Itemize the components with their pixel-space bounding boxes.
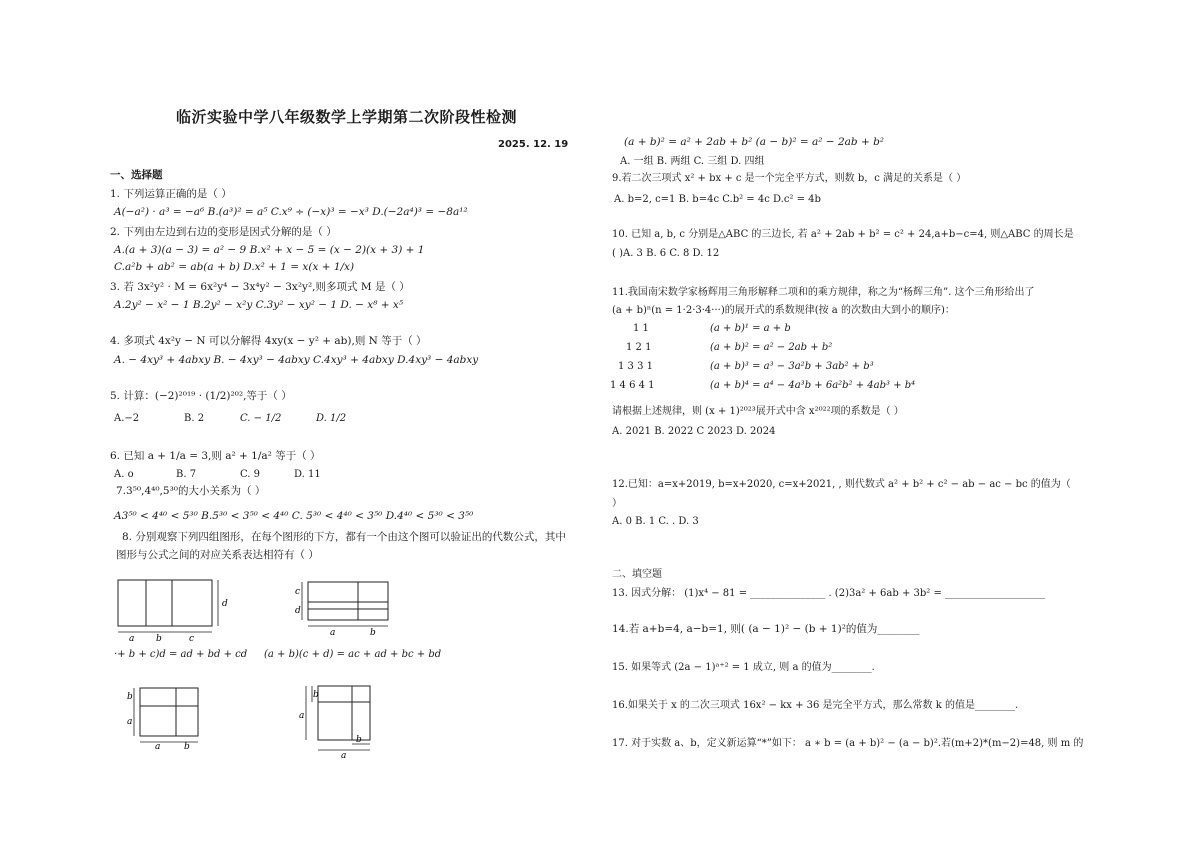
q11-expansion-row2: (a + b)² = a² − 2ab + b²	[710, 342, 833, 353]
q5-option-a: A.−2	[114, 413, 140, 424]
q2-options-row1: A.(a + 3)(a − 3) = a² − 9 B.x² + x − 5 = (x − 2)(x + 3) + 1	[114, 244, 425, 256]
q12-options: A. 0 B. 1 C. . D. 3	[612, 516, 699, 527]
figure-4	[298, 682, 378, 758]
fig2-label-b: b	[370, 628, 376, 638]
fig3-label-b: b	[184, 742, 190, 750]
q8-options: A. 一组 B. 两组 C. 三组 D. 四组	[620, 156, 765, 167]
figure-2	[294, 578, 394, 640]
section-fill-heading: 二、填空题	[612, 569, 662, 580]
q1-stem: 1. 下列运算正确的是（ ）	[110, 188, 232, 200]
q13-text: 13. 因式分解： (1)x⁴ − 81 = _______________ . (2)3a² + 6ab + 3b² = ____________________	[612, 588, 1046, 599]
q14-text: 14.若 a+b=4, a−b=1, 则( (a − 1)² − (b + 1)²的值为________	[612, 623, 920, 635]
q2-stem: 2. 下列由左边到右边的变形是因式分解的是（ ）	[110, 226, 337, 238]
fig4-label-a-side: a	[299, 711, 305, 721]
q11-triangle-row2: 1 2 1	[626, 342, 652, 353]
q11-expansion-row1: (a + b)¹ = a + b	[710, 323, 791, 334]
q11-stem-line1: 11.我国南宋数学家杨辉用三角形解释二项和的乘方规律，称之为“杨辉三角”. 这个三角形给出了	[612, 287, 1035, 298]
q11-expansion-row3: (a + b)³ = a³ − 3a²b + 3ab² + b³	[710, 361, 874, 372]
q6-option-a: A. o	[114, 469, 134, 480]
fig4-label-b: b	[356, 735, 362, 745]
q2-options-row2: C.a²b + ab² = ab(a + b) D.x² + 1 = x(x + 1/x)	[114, 261, 355, 273]
q8-stem-line2: 图形与公式之间的对应关系表达相符有（ ）	[116, 549, 319, 561]
q5-option-d: D. 1/2	[316, 413, 347, 424]
fig2-label-c: c	[295, 587, 301, 597]
fig1-label-b: b	[156, 634, 162, 642]
q15-text: 15. 如果等式 (2a − 1)ᵃ⁺² = 1 成立, 则 a 的值为________.	[612, 662, 875, 673]
q11-question: 请根据上述规律，则 (x + 1)²⁰²³展开式中含 x²⁰²²项的系数是（ ）	[612, 406, 904, 417]
q9-stem: 9.若二次三项式 x² + bx + c 是一个完全平方式，则数 b，c 满足的关系是（ ）	[612, 173, 967, 184]
q11-stem-line2: (a + b)ⁿ(n = 1·2·3·4···)的展开式的系数规律(按 a 的次数由大到小的顺序)：	[612, 305, 955, 316]
q17-text: 17. 对于实数 a、b，定义新运算“*”如下： a ∗ b = (a + b)² − (a − b)².若(m+2)*(m−2)=48, 则 m 的	[612, 738, 1084, 749]
fig4-label-a: a	[341, 751, 347, 758]
page-title: 临沂实验中学八年级数学上学期第二次阶段性检测	[176, 108, 518, 126]
q10-stem: 10. 已知 a, b, c 分别是△ABC 的三边长, 若 a² + 2ab + b² = c² + 24,a+b−c=4, 则△ABC 的周长是	[612, 229, 1074, 240]
q11-triangle-row4: 1 4 6 4 1	[610, 380, 655, 391]
figure-2-caption: (a + b)(c + d) = ac + ad + bc + bd	[264, 649, 442, 660]
q11-triangle-row3: 1 3 3 1	[618, 361, 653, 372]
q9-options: A. b=2, c=1 B. b=4c C.b² = 4c D.c² = 4b	[614, 194, 821, 205]
q5-option-c: C. − 1/2	[240, 413, 282, 424]
q5-option-b: B. 2	[184, 413, 205, 424]
q7-options: A3⁵⁰ < 4⁴⁰ < 5³⁰ B.5³⁰ < 3⁵⁰ < 4⁴⁰ C. 5³⁰ < 4⁴⁰ < 3⁵⁰ D.4⁴⁰ < 5³⁰ < 3⁵⁰	[114, 510, 474, 522]
q4-options: A. − 4xy³ + 4abxy B. − 4xy³ − 4abxy C.4xy³ + 4abxy D.4xy³ − 4abxy	[114, 354, 479, 366]
q6-option-d: D. 11	[294, 469, 321, 480]
exam-date: 2025. 12. 19	[498, 139, 569, 150]
q12-stem-line1: 12.已知：a=x+2019, b=x+2020, c=x+2021, , 则代数式 a² + b² + c² − ab − ac − bc 的值为（	[612, 479, 1071, 490]
q4-stem: 4. 多项式 4x²y − N 可以分解得 4xy(x − y² + ab),则 N 等于（ ）	[110, 335, 427, 347]
fig3-label-b-side: b	[127, 692, 133, 702]
q12-stem-line2: ）	[612, 498, 622, 509]
q10-options: ( )A. 3 B. 6 C. 8 D. 12	[612, 248, 720, 259]
q11-triangle-row1: 1 1	[633, 323, 649, 334]
fig2-label-d: d	[295, 606, 301, 616]
q3-stem: 3. 若 3x²y² · M = 6x²y⁴ − 3x⁴y² − 3x²y²,则多项式 M 是（ ）	[110, 281, 410, 293]
fig1-label-a: a	[129, 634, 135, 642]
fig4-label-b-side: b	[313, 690, 319, 700]
q5-stem: 5. 计算：(−2)²⁰¹⁹ · (1/2)²⁰²,等于（ ）	[110, 390, 292, 402]
fig1-label-d: d	[222, 599, 228, 609]
q6-option-c: C. 9	[240, 469, 261, 480]
q8-formulas: (a + b)² = a² + 2ab + b² (a − b)² = a² − 2ab + b²	[624, 136, 885, 148]
fig3-label-a: a	[155, 742, 161, 750]
q1-options: A(−a²) · a³ = −a⁶ B.(a³)² = a⁵ C.x⁹ ÷ (−x)³ = −x³ D.(−2a⁴)³ = −8a¹²	[114, 206, 468, 218]
q16-text: 16.如果关于 x 的二次三项式 16x² − kx + 36 是完全平方式，那么常数 k 的值是________.	[612, 700, 1019, 711]
q6-option-b: B. 7	[176, 469, 197, 480]
q7-stem: 7.3⁵⁰,4⁴⁰,5³⁰的大小关系为（ ）	[116, 485, 266, 497]
figure-3	[126, 684, 206, 750]
section-choice-heading: 一、选择题	[110, 169, 163, 181]
q11-options: A. 2021 B. 2022 C 2023 D. 2024	[612, 426, 776, 437]
fig1-label-c: c	[189, 634, 195, 642]
figure-1-caption: ·+ b + c)d = ad + bd + cd	[114, 649, 248, 660]
q8-stem-line1: 8. 分别观察下列四组图形，在每个图形的下方，都有一个由这个图可以验证出的代数公式，其中	[122, 531, 566, 543]
figure-1	[114, 578, 234, 642]
q3-options: A.2y² − x² − 1 B.2y² − x²y C.3y² − xy² − 1 D. − x⁸ + x⁵	[114, 299, 404, 311]
fig2-label-a: a	[330, 628, 336, 638]
fig3-label-a-side: a	[127, 717, 133, 727]
q11-expansion-row4: (a + b)⁴ = a⁴ − 4a³b + 6a²b² + 4ab³ + b⁴	[710, 380, 916, 391]
q6-stem: 6. 已知 a + 1/a = 3,则 a² + 1/a² 等于（ ）	[110, 450, 321, 462]
